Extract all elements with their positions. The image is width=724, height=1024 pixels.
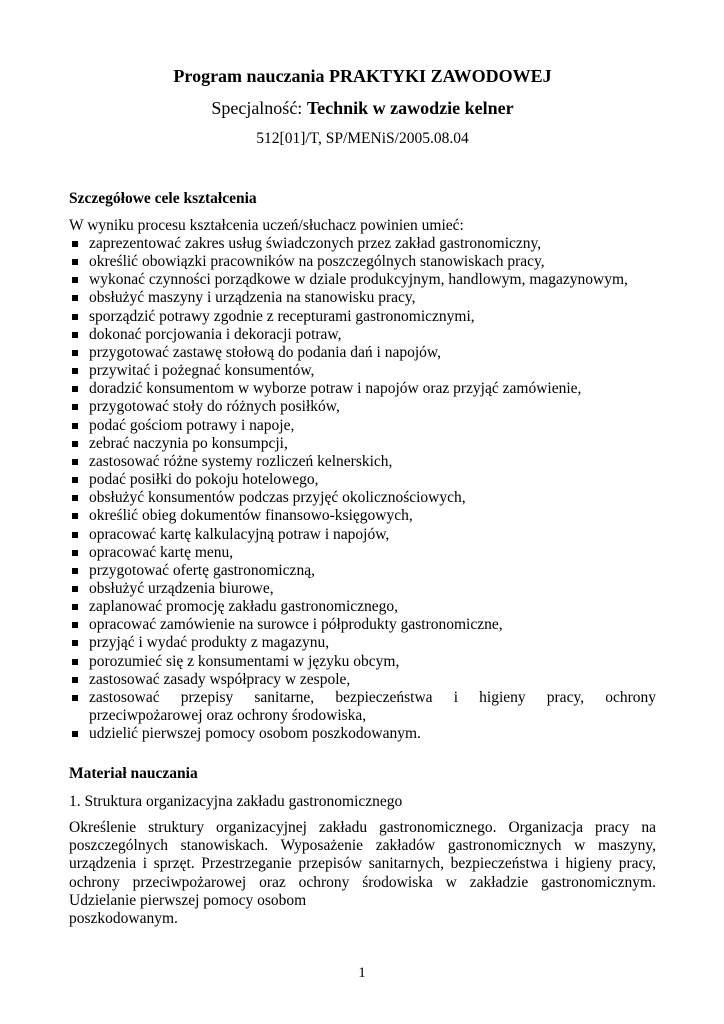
paragraph-line: poszczególnych stanowiskach. Wyposażenie zakładów gastronomicznych w maszyny, (69, 837, 656, 855)
goals-list (69, 235, 656, 743)
paragraph-line: Udzielanie pierwszej pomocy osobom (69, 891, 307, 909)
list-item: zaprezentować zakres usług świadczonych przez zakład gastronomiczny, (69, 235, 656, 253)
list-item (69, 689, 656, 725)
material-heading: Materiał nauczania (69, 765, 198, 782)
paragraph-line: ochrony przeciwpożarowej oraz ochrony środowiska w zakładzie gastronomicznym. (69, 873, 656, 891)
list-item: przygotować stoły do różnych posiłków, (69, 398, 656, 416)
list-item: porozumieć się z konsumentami w języku obcym, (69, 653, 656, 671)
list-item: zastosować zasady współpracy w zespole, (69, 671, 656, 689)
specialty-line (69, 98, 656, 119)
list-item: zaplanować promocję zakładu gastronomicznego, (69, 598, 656, 616)
list-item: podać gościom potrawy i napoje, (69, 417, 656, 435)
list-item-line: przeciwpożarowej oraz ochrony środowiska, (89, 707, 367, 725)
list-item: przyjąć i wydać produkty z magazynu, (69, 634, 656, 652)
paragraph-line: urządzenia i sprzęt. Przestrzeganie przepisów sanitarnych, bezpieczeństwa i higieny pracy, (69, 855, 656, 873)
list-item: obsłużyć maszyny i urządzenia na stanowisku pracy, (69, 289, 656, 307)
list-item: obsłużyć konsumentów podczas przyjęć okolicznościowych, (69, 489, 656, 507)
paragraph-line: Określenie struktury organizacyjnej zakładu gastronomicznego. Organizacja pracy na (69, 819, 656, 836)
material-paragraph (69, 819, 656, 928)
page-number: 1 (358, 965, 366, 981)
list-item: sporządzić potrawy zgodnie z recepturami gastronomicznymi, (69, 308, 656, 326)
list-item: dokonać porcjowania i dekoracji potraw, (69, 326, 656, 344)
specialty-label: Specjalność: (211, 98, 303, 118)
section-title: 1. Struktura organizacyjna zakładu gastronomicznego (69, 793, 403, 810)
goals-heading: Szczegółowe cele kształcenia (69, 190, 257, 207)
list-item: określić obieg dokumentów finansowo-księgowych, (69, 507, 656, 525)
paragraph-line: poszkodowanym. (69, 910, 178, 928)
list-item: opracować kartę menu, (69, 544, 656, 562)
list-item: wykonać czynności porządkowe w dziale produkcyjnym, handlowym, magazynowym, (69, 271, 656, 289)
list-item: udzielić pierwszej pomocy osobom poszkodowanym. (69, 725, 656, 743)
list-item: zastosować różne systemy rozliczeń kelnerskich, (69, 453, 656, 471)
document-title: Program nauczania PRAKTYKI ZAWODOWEJ (173, 66, 552, 86)
list-item: określić obowiązki pracowników na poszczególnych stanowiskach pracy, (69, 253, 656, 271)
list-item: podać posiłki do pokoju hotelowego, (69, 471, 656, 489)
list-item-line: zastosować przepisy sanitarne, bezpieczeństwa i higieny pracy, ochrony (89, 688, 656, 706)
list-item: przygotować ofertę gastronomiczną, (69, 562, 656, 580)
specialty-value: Technik w zawodzie kelner (306, 98, 514, 118)
list-item: przygotować zastawę stołową do podania dań i napojów, (69, 344, 656, 362)
list-item: doradzić konsumentom w wyborze potraw i napojów oraz przyjąć zamówienie, (69, 380, 656, 398)
list-item: obsłużyć urządzenia biurowe, (69, 580, 656, 598)
list-item: przywitać i pożegnać konsumentów, (69, 362, 656, 380)
list-item: opracować kartę kalkulacyjną potraw i napojów, (69, 526, 656, 544)
list-item: zebrać naczynia po konsumpcji, (69, 435, 656, 453)
list-item: opracować zamówienie na surowce i półprodukty gastronomiczne, (69, 616, 656, 634)
program-code: 512[01]/T, SP/MENiS/2005.08.04 (256, 130, 469, 147)
goals-intro: W wyniku procesu kształcenia uczeń/słuchacz powinien umieć: (69, 217, 464, 234)
